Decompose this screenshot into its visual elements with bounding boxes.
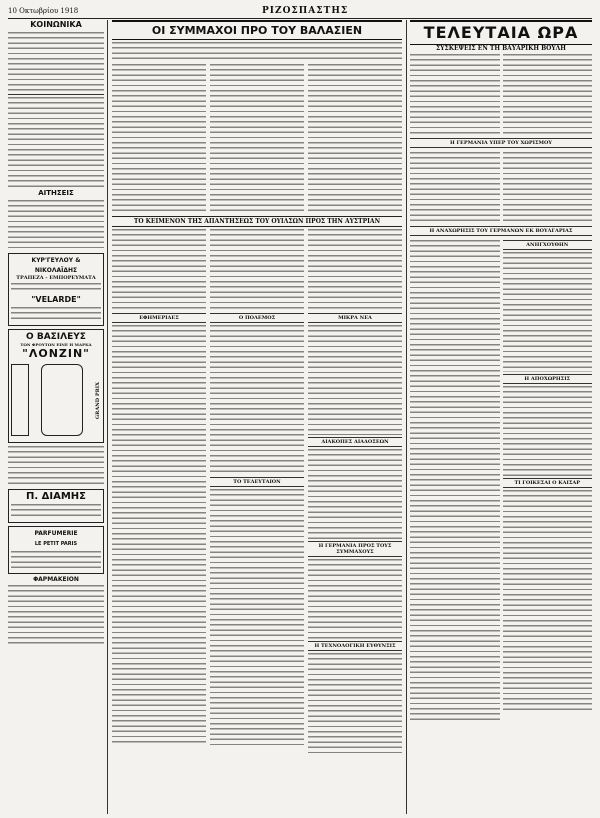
section-anigxouthin: ΑΝΗΓΧΟΥΘΗΝ [503,240,593,250]
advertisement [8,253,104,326]
latest-news-headline: ΤΕΛΕΥΤΑΙΑ ΩΡΑ [423,23,579,42]
ad-title: Π. ΔΙΑΜΗΣ [26,491,86,503]
middle-column [112,20,402,814]
subheadline: ΤΟ ΚΕΙΜΕΝΟΝ ΤΗΣ ΑΠΑΝΤΗΣΕΩΣ ΤΟΥ ΟΥΙΛΣΩΝ ΠΡΟΣ ΤΗΝ ΑΥΣΤΡΙΑΝ [112,216,402,227]
latest-news-subhead: ΣΥΣΚΕΨΕΙΣ ΕΝ ΤΗ ΒΑΥΑΡΙΚΗ ΒΟΥΛΗ [436,45,566,52]
section-germania: Η ΓΕΡΜΑΝΙΑ ΠΡΟΣ ΤΟΥΣ ΣΥΜΜΑΧΟΥΣ [308,541,402,557]
section-teleutaion: ΤΟ ΤΕΛΕΥΤΑΙΟΝ [210,477,304,487]
grand-prix-label: GRAND PRIX [94,381,101,419]
text-block [8,200,104,250]
ad-subtitle: ΤΩΝ ΦΡΟΥΤΩΝ ΕΙΝΕ Η ΜΑΡΚΑ [20,342,92,348]
issue-date: 10 Οκτωβρίου 1918 [8,7,79,15]
section-texnologiki: Η ΤΕΧΝΟΛΟΓΙΚΗ ΕΥΘΥΝΣΙΣ [308,641,402,651]
text-block [8,97,104,187]
masthead [8,4,592,19]
ad-farmakeion: ΦΑΡΜΑΚΕΙΟΝ [33,576,79,584]
section-kaisar: ΤΙ ΓΟΙΚΕΣΑΙ Ο ΚΑΙΣΑΡ [503,478,593,488]
section-efimerides: ΕΦΗΜΕΡΙΔΕΣ [112,313,206,323]
section-koinonika: ΚΟΙΝΩΝΙΚΑ [30,20,82,29]
advertisement-lonzin [8,329,104,443]
newspaper-name: ΡΙΖΟΣΠΑΣΤΗΣ [262,6,349,16]
section-mikra-nea: ΜΙΚΡΑ ΝΕΑ [308,313,402,323]
ad-title: PARFUMERIE [34,530,78,538]
ad-title: ΚΥΡ'ΓΕΥΛΟΥ & ΝΙΚΟΛΑΪΔΗΣ [31,257,81,274]
section-aitiseis: ΑΙΤΗΣΕΙΣ [38,189,74,197]
left-column [8,20,108,814]
section-apoxorisis: Η ΑΠΟΧΩΡΗΣΙΣ [503,374,593,384]
ad-subtitle: LE PETIT PARIS [34,541,78,548]
ad-brand: "ΛΟΝΖΙΝ" [22,347,90,361]
ad-title: Ο ΒΑΣΙΛΕΥΣ [26,332,86,343]
section-polemos: Ο ΠΟΛΕΜΟΣ [210,313,304,323]
ad-subtitle: ΤΡΑΠΕΖΑ - ΕΜΠΟΡΕΥΜΑΤΑ [16,275,96,281]
ad-brand: "VELARDE" [31,295,81,305]
section-anaxorisis: Η ΑΝΑΧΩΡΗΣΙΣ ΤΟΥ ΓΕΡΜΑΝΩΝ ΕΚ ΒΟΥΛΓΑΡΙΑΣ [410,226,592,236]
section-germania-xorismos: Η ΓΕΡΜΑΝΙΑ ΥΠΕΡ ΤΟΥ ΧΩΡΙΣΜΟΥ [410,138,592,148]
advertisement-parfumerie [8,526,104,574]
main-headline: ΟΙ ΣΥΜΜΑΧΟΙ ΠΡΟ ΤΟΥ ΒΑΛΑΣΙΕΝ [151,24,363,37]
section-diakopes: ΔΙΑΚΟΠΕΣ ΔΙΑΔΟΣΕΩΝ [308,437,402,447]
text-block [8,32,104,92]
advertisement-diamis [8,489,104,523]
right-column [406,20,592,814]
